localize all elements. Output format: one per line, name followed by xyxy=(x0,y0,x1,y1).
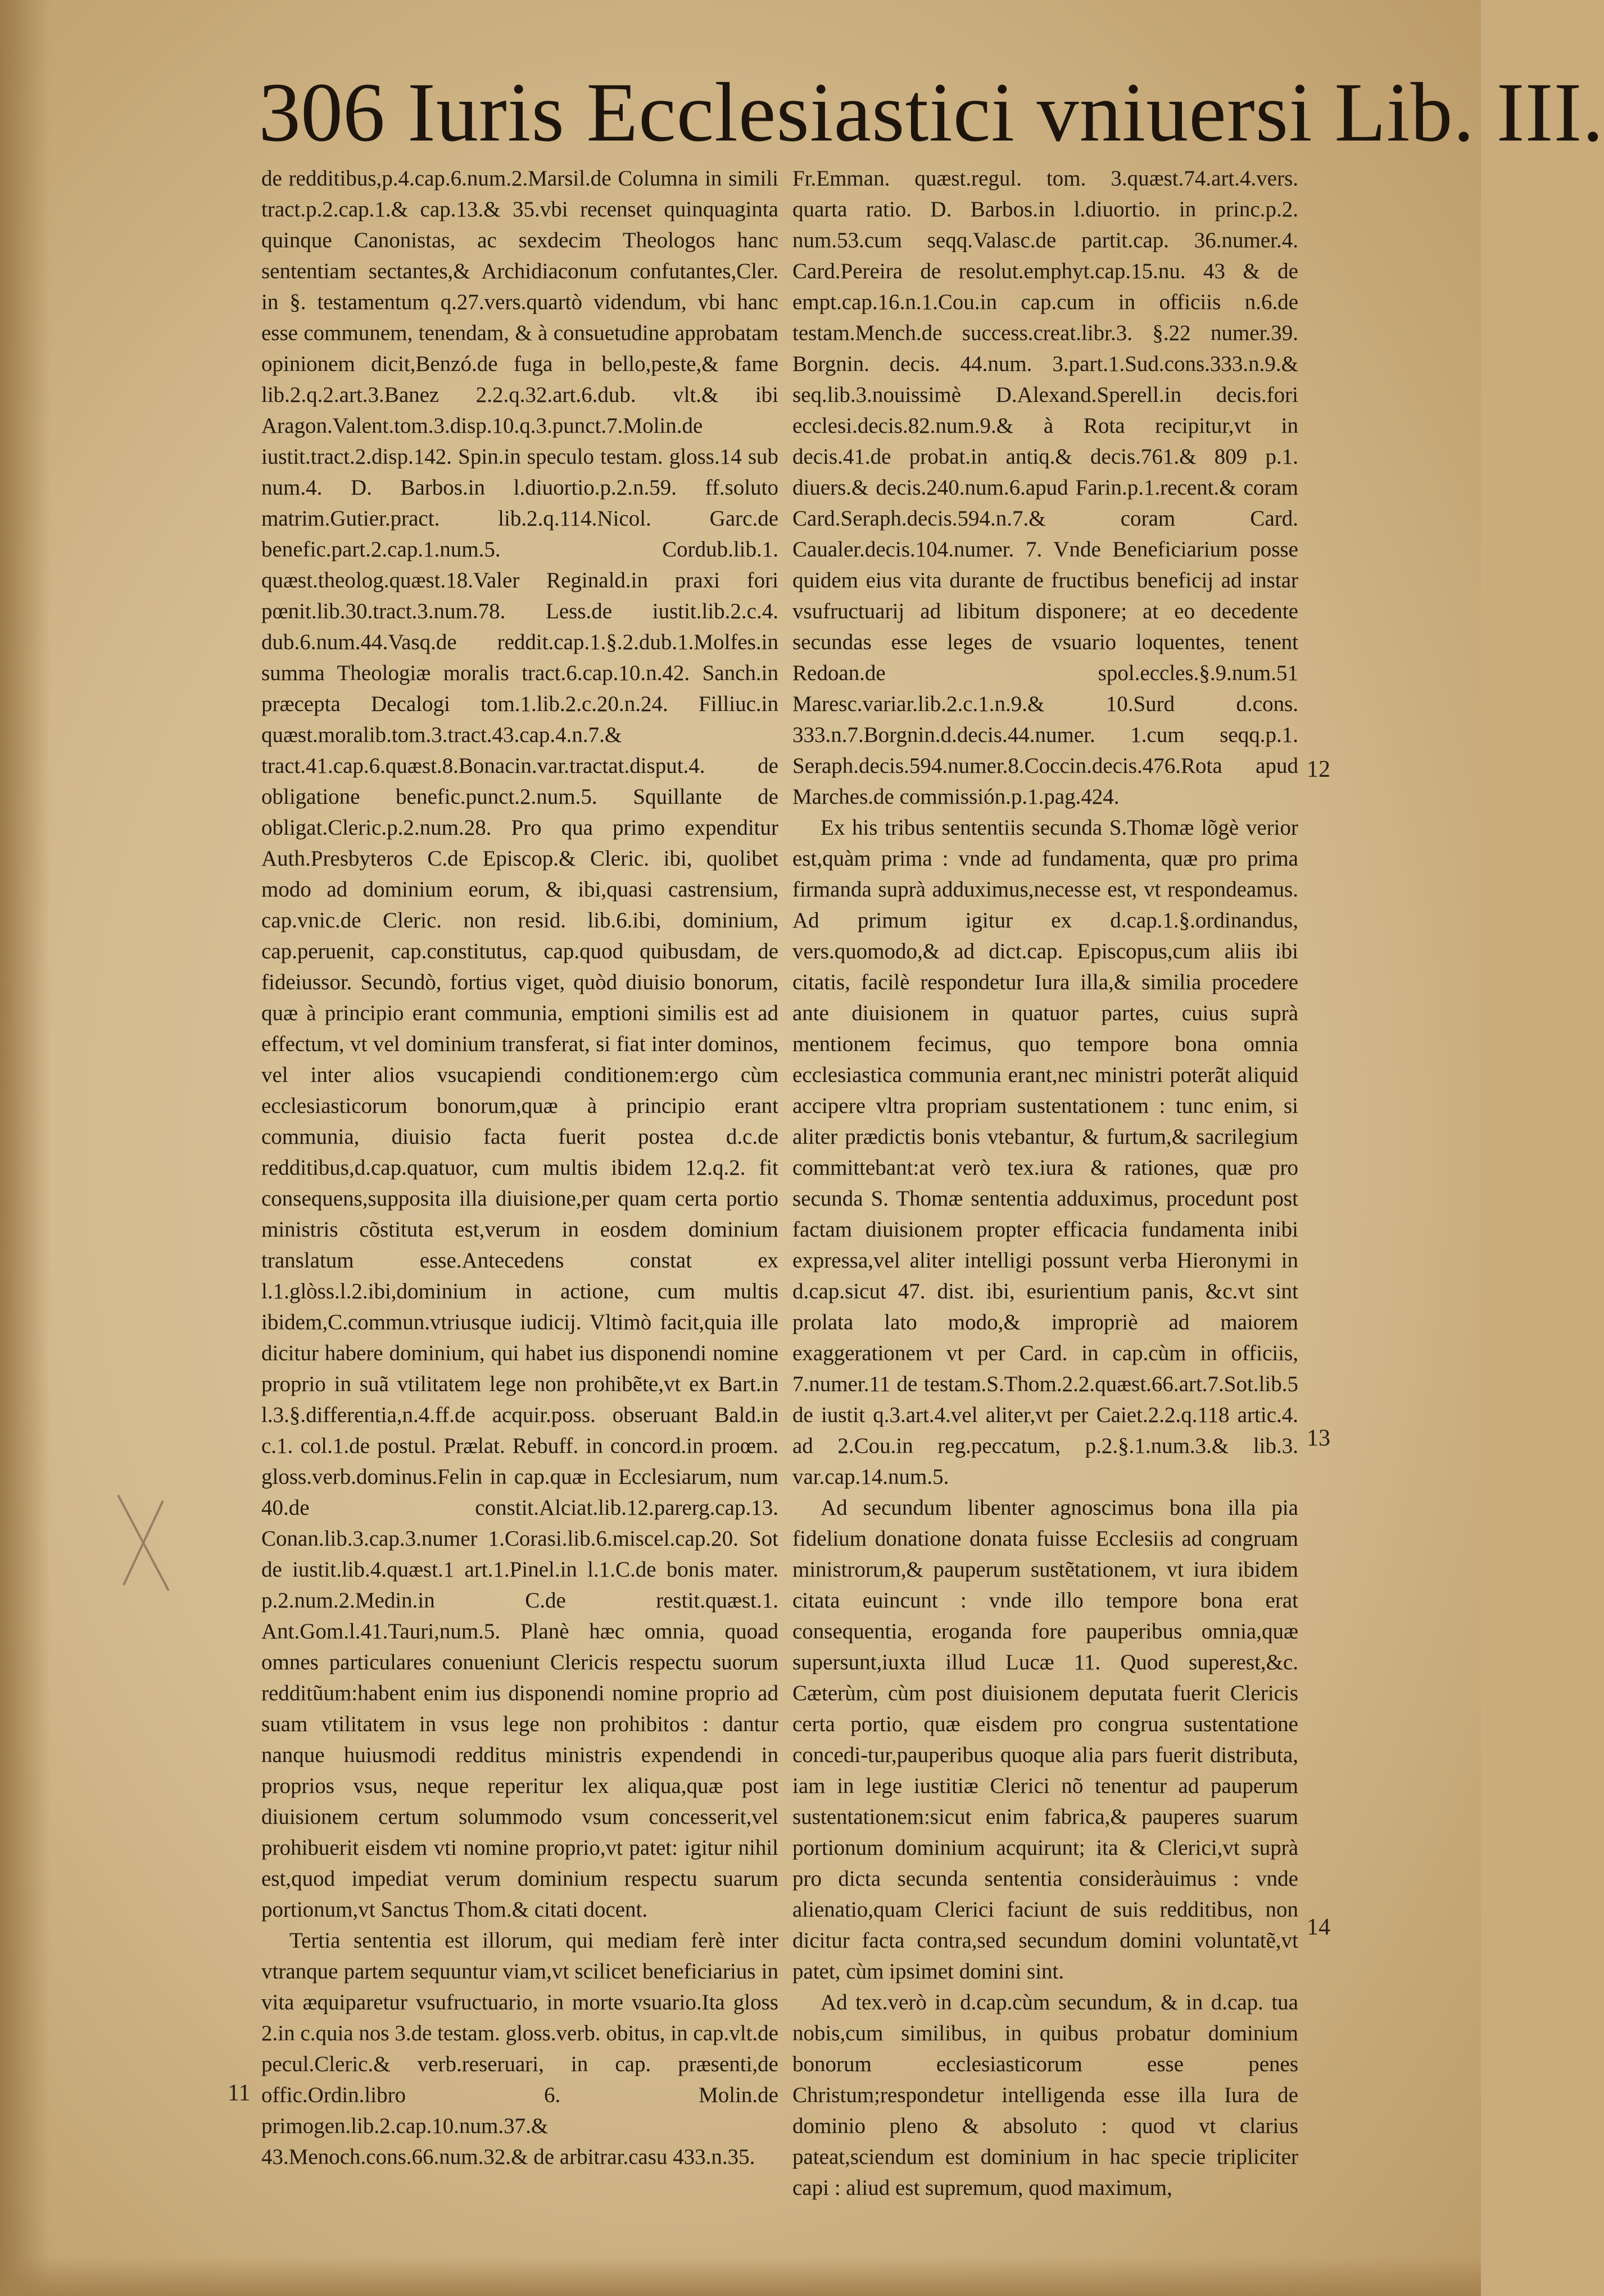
paragraph: Ad tex.verò in d.cap.cùm secundum, & in d.cap. tua nobis,cum similibus, in quibus probatur dominium bonorum ecclesiasticorum esse penes Christum;respondetur intelligenda esse illa Iura de dominio pleno & absoluto : quod vt clarius pateat,sciendum est dominium in hac specie tripliciter capi : aliud est supremum, quod maximum, xyxy=(792,1990,1298,2200)
margin-number: 14 xyxy=(1307,1914,1330,1940)
margin-number: 12 xyxy=(1307,757,1330,782)
running-header xyxy=(259,59,1604,166)
right-text-column xyxy=(792,163,1298,2203)
page-number: 306 xyxy=(259,66,385,159)
page-edge-shadow xyxy=(0,0,51,2296)
left-text-column xyxy=(261,163,778,2172)
paragraph: Ad secundum libenter agnoscimus bona illa pia fidelium donatione donata fuisse Ecclesiis ad congruam ministrorum,& pauperum sustẽtationem, vt iura ibidem citata euincunt : vnde illo tempore bona erat consequentia, eroganda fore pauperibus omnia,quæ supersunt,iuxta illud Lucæ 11. Quod superest,&c. Cæterùm, cùm post diuisionem deputata fuerit Clericis certa portio, quæ eisdem pro congrua sustentatione concedi-tur,pauperibus quoque alia pars fuerit distributa, iam in lege iustitiæ Clerici nõ tenentur ad pauperum sustentationem:sicut enim fabrica,& pauperes suarum portionum dominium acquirunt; ita & Clerici,vt suprà pro dicta secunda sententia consideràuimus : vnde alienatio,quam Clerici faciunt de suis redditibus, non dicitur facta contra,sed secundum domini voluntatẽ,vt patet, cùm ipsimet domini sint. xyxy=(792,1496,1298,1983)
paragraph: Ex his tribus sententiis secunda S.Thomæ lõgè verior est,quàm prima : vnde ad fundamenta, quæ pro prima firmanda suprà adduximus,necesse est, vt respondeamus. Ad primum igitur ex d.cap.1.§.ordinandus, vers.quomodo,& ad dict.cap. Episcopus,cum aliis ibi citatis, facilè respondetur Iura illa,& similia procedere ante diuisionem in quatuor partes, cuius suprà mentionem fecimus, quo tempore bona omnia ecclesiastica communia erant,nec ministri poterãt aliquid accipere vltra propriam sustentationem : tunc enim, si aliter prædictis bonis vtebantur, & furtum,& sacrilegium committebant:at verò tex.iura & rationes, quæ pro secunda S. Thomæ sententia adduximus, procedunt post factam diuisionem propter efficacia fundamenta inibi expressa,vel aliter intelligi possunt verba Hieronymi in d.cap.sicut 47. dist. ibi, esurientium panis, &c.vt sint prolata lato modo,& impropriè ad maiorem exaggerationem vt per Card. in cap.cùm in officiis, 7.numer.11 de testam.S.Thom.2.2.quæst.66.art.7.Sot.lib.5 de iustit q.3.art.4.vel aliter,vt per Caiet.2.2.q.118 artic.4. ad 2.Cou.in reg.peccatum, p.2.§.1.num.3.& lib.3. var.cap.14.num.5. xyxy=(792,816,1298,1489)
paragraph: Tertia sententia est illorum, qui mediam ferè inter vtranque partem sequuntur viam,vt scilicet beneficiarius in vita æquiparetur vsufructuario, in morte vsuario.Ita gloss 2.in c.quia nos 3.de testam. gloss.verb. obitus, in cap.vlt.de pecul.Cleric.& verb.reseruari, in cap. præsenti,de offic.Ordin.libro 6. Molin.de primogen.lib.2.cap.10.num.37.& 43.Menoch.cons.66.num.32.& de arbitrar.casu 433.n.35. xyxy=(261,1928,778,2169)
paragraph: de redditibus,p.4.cap.6.num.2.Marsil.de Columna in simili tract.p.2.cap.1.& cap.13.& 35.vbi recenset quinquaginta quinque Canonistas, ac sexdecim Theologos hanc sententiam sectantes,& Archidiaconum confutantes,Cler. in §. testamentum q.27.vers.quartò videndum, vbi hanc esse communem, tenendam, & à consuetudine approbatam opinionem dicit,Benzó.de fuga in bello,peste,& fame lib.2.q.2.art.3.Banez 2.2.q.32.art.6.dub. vlt.& ibi Aragon.Valent.tom.3.disp.10.q.3.punct.7.Molin.de iustit.tract.2.disp.142. Spin.in speculo testam. gloss.14 sub num.4. D. Barbos.in l.diuortio.p.2.n.59. ff.soluto matrim.Gutier.pract. lib.2.q.114.Nicol. Garc.de benefic.part.2.cap.1.num.5. Cordub.lib.1. quæst.theolog.quæst.18.Valer Reginald.in praxi fori pœnit.lib.30.tract.3.num.78. Less.de iustit.lib.2.c.4. dub.6.num.44.Vasq.de reddit.cap.1.§.2.dub.1.Molfes.in summa Theologiæ moralis tract.6.cap.10.n.42. Sanch.in præcepta Decalogi tom.1.lib.2.c.20.n.24. Filliuc.in quæst.moralib.tom.3.tract.43.cap.4.n.7.& tract.41.cap.6.quæst.8.Bonacin.var.tractat.disput.4. de obligatione benefic.punct.2.num.5. Squillante de obligat.Cleric.p.2.num.28. Pro qua primo expenditur Auth.Presbyteros C.de Episcop.& Cleric. ibi, quolibet modo ad dominium eorum, & ibi,quasi castrensium, cap.vnic.de Cleric. non resid. lib.6.ibi, dominium, cap.peruenit, cap.constitutus, cap.quod quibusdam, de fideiussor. Secundò, fortius viget, quòd diuisio bonorum, quæ à principio erant communia, emptioni similis est ad effectum, vt vel dominium transferat, si fiat inter dominos, vel inter alios vsucapiendi conditionem:ergo cùm ecclesiasticorum bonorum,quæ à principio erant communia, diuisio facta fuerit postea d.c.de redditibus,d.cap.quatuor, cum multis ibidem 12.q.2. fit consequens,supposita illa diuisione,per quam certa portio ministris cõstituta est,verum in eosdem dominium translatum esse.Antecedens constat ex l.1.glòss.l.2.ibi,dominium in actione, cum multis ibidem,C.commun.vtriusque iudicij. Vltimò facit,quia ille dicitur habere dominium, qui habet ius disponendi nomine proprio in suã vtilitatem lege non prohibẽte,vt ex Bart.in l.3.§.differentia,n.4.ff.de acquir.poss. obseruant Bald.in c.1. col.1.de postul. Prælat. Rebuff. in concord.in proœm. gloss.verb.dominus.Felin in cap.quæ in Ecclesiarum, num 40.de constit.Alciat.lib.12.parerg.cap.13. Conan.lib.3.cap.3.numer 1.Corasi.lib.6.miscel.cap.20. Sot de iustit.lib.4.quæst.1 art.1.Pinel.in l.1.C.de bonis mater. p.2.num.2.Medin.in C.de restit.quæst.1. Ant.Gom.l.41.Tauri,num.5. Planè hæc omnia, quoad omnes particulares conueniunt Clericis respectu suorum redditũum:habent enim ius disponendi nomine proprio ad suam vtilitatem in vsus lege non prohibitos : dantur nanque huiusmodi redditus ministris expendendi in proprios vsus, neque reperitur lex aliqua,quæ post diuisionem certum solummodo vsum concesserit,vel prohibuerit eisdem vti nomine proprio,vt patet: igitur nihil est,quod impediat verum dominium respectu suarum portionum,vt Sanctus Thom.& citati docent. xyxy=(261,166,778,1922)
running-title: Iuris Ecclesiastici vniuersi Lib. III. xyxy=(407,66,1604,159)
margin-number: 11 xyxy=(228,2080,251,2106)
page-bottom-shadow xyxy=(0,2257,1481,2296)
pencil-mark xyxy=(107,1489,180,1596)
paragraph: Fr.Emman. quæst.regul. tom. 3.quæst.74.art.4.vers. quarta ratio. D. Barbos.in l.diuortio. in princ.p.2. num.53.cum seqq.Valasc.de partit.cap. 36.numer.4. Card.Pereira de resolut.emphyt.cap.15.nu. 43 & de empt.cap.16.n.1.Cou.in cap.cum in officiis n.6.de testam.Mench.de success.creat.libr.3. §.22 numer.39. Borgnin. decis. 44.num. 3.part.1.Sud.cons.333.n.9.& seq.lib.3.nouissimè D.Alexand.Sperell.in decis.fori ecclesi.decis.82.num.9.& à Rota recipitur,vt in decis.41.de probat.in antiq.& decis.761.& 809 p.1. diuers.& decis.240.num.6.apud Farin.p.1.recent.& coram Card.Seraph.decis.594.n.7.& coram Card. Caualer.decis.104.numer. 7. Vnde Beneficiarium posse quidem eius vita durante de fructibus beneficij ad instar vsufructuarij ad libitum disponere; at eo decedente secundas esse leges de vsuario loquentes, tenent Redoan.de spol.eccles.§.9.num.51 Maresc.variar.lib.2.c.1.n.9.& 10.Surd d.cons. 333.n.7.Borgnin.d.decis.44.numer. 1.cum seqq.p.1. Seraph.decis.594.numer.8.Coccin.decis.476.Rota apud Marches.de commissión.p.1.pag.424. xyxy=(792,166,1298,809)
margin-number: 13 xyxy=(1307,1425,1330,1451)
